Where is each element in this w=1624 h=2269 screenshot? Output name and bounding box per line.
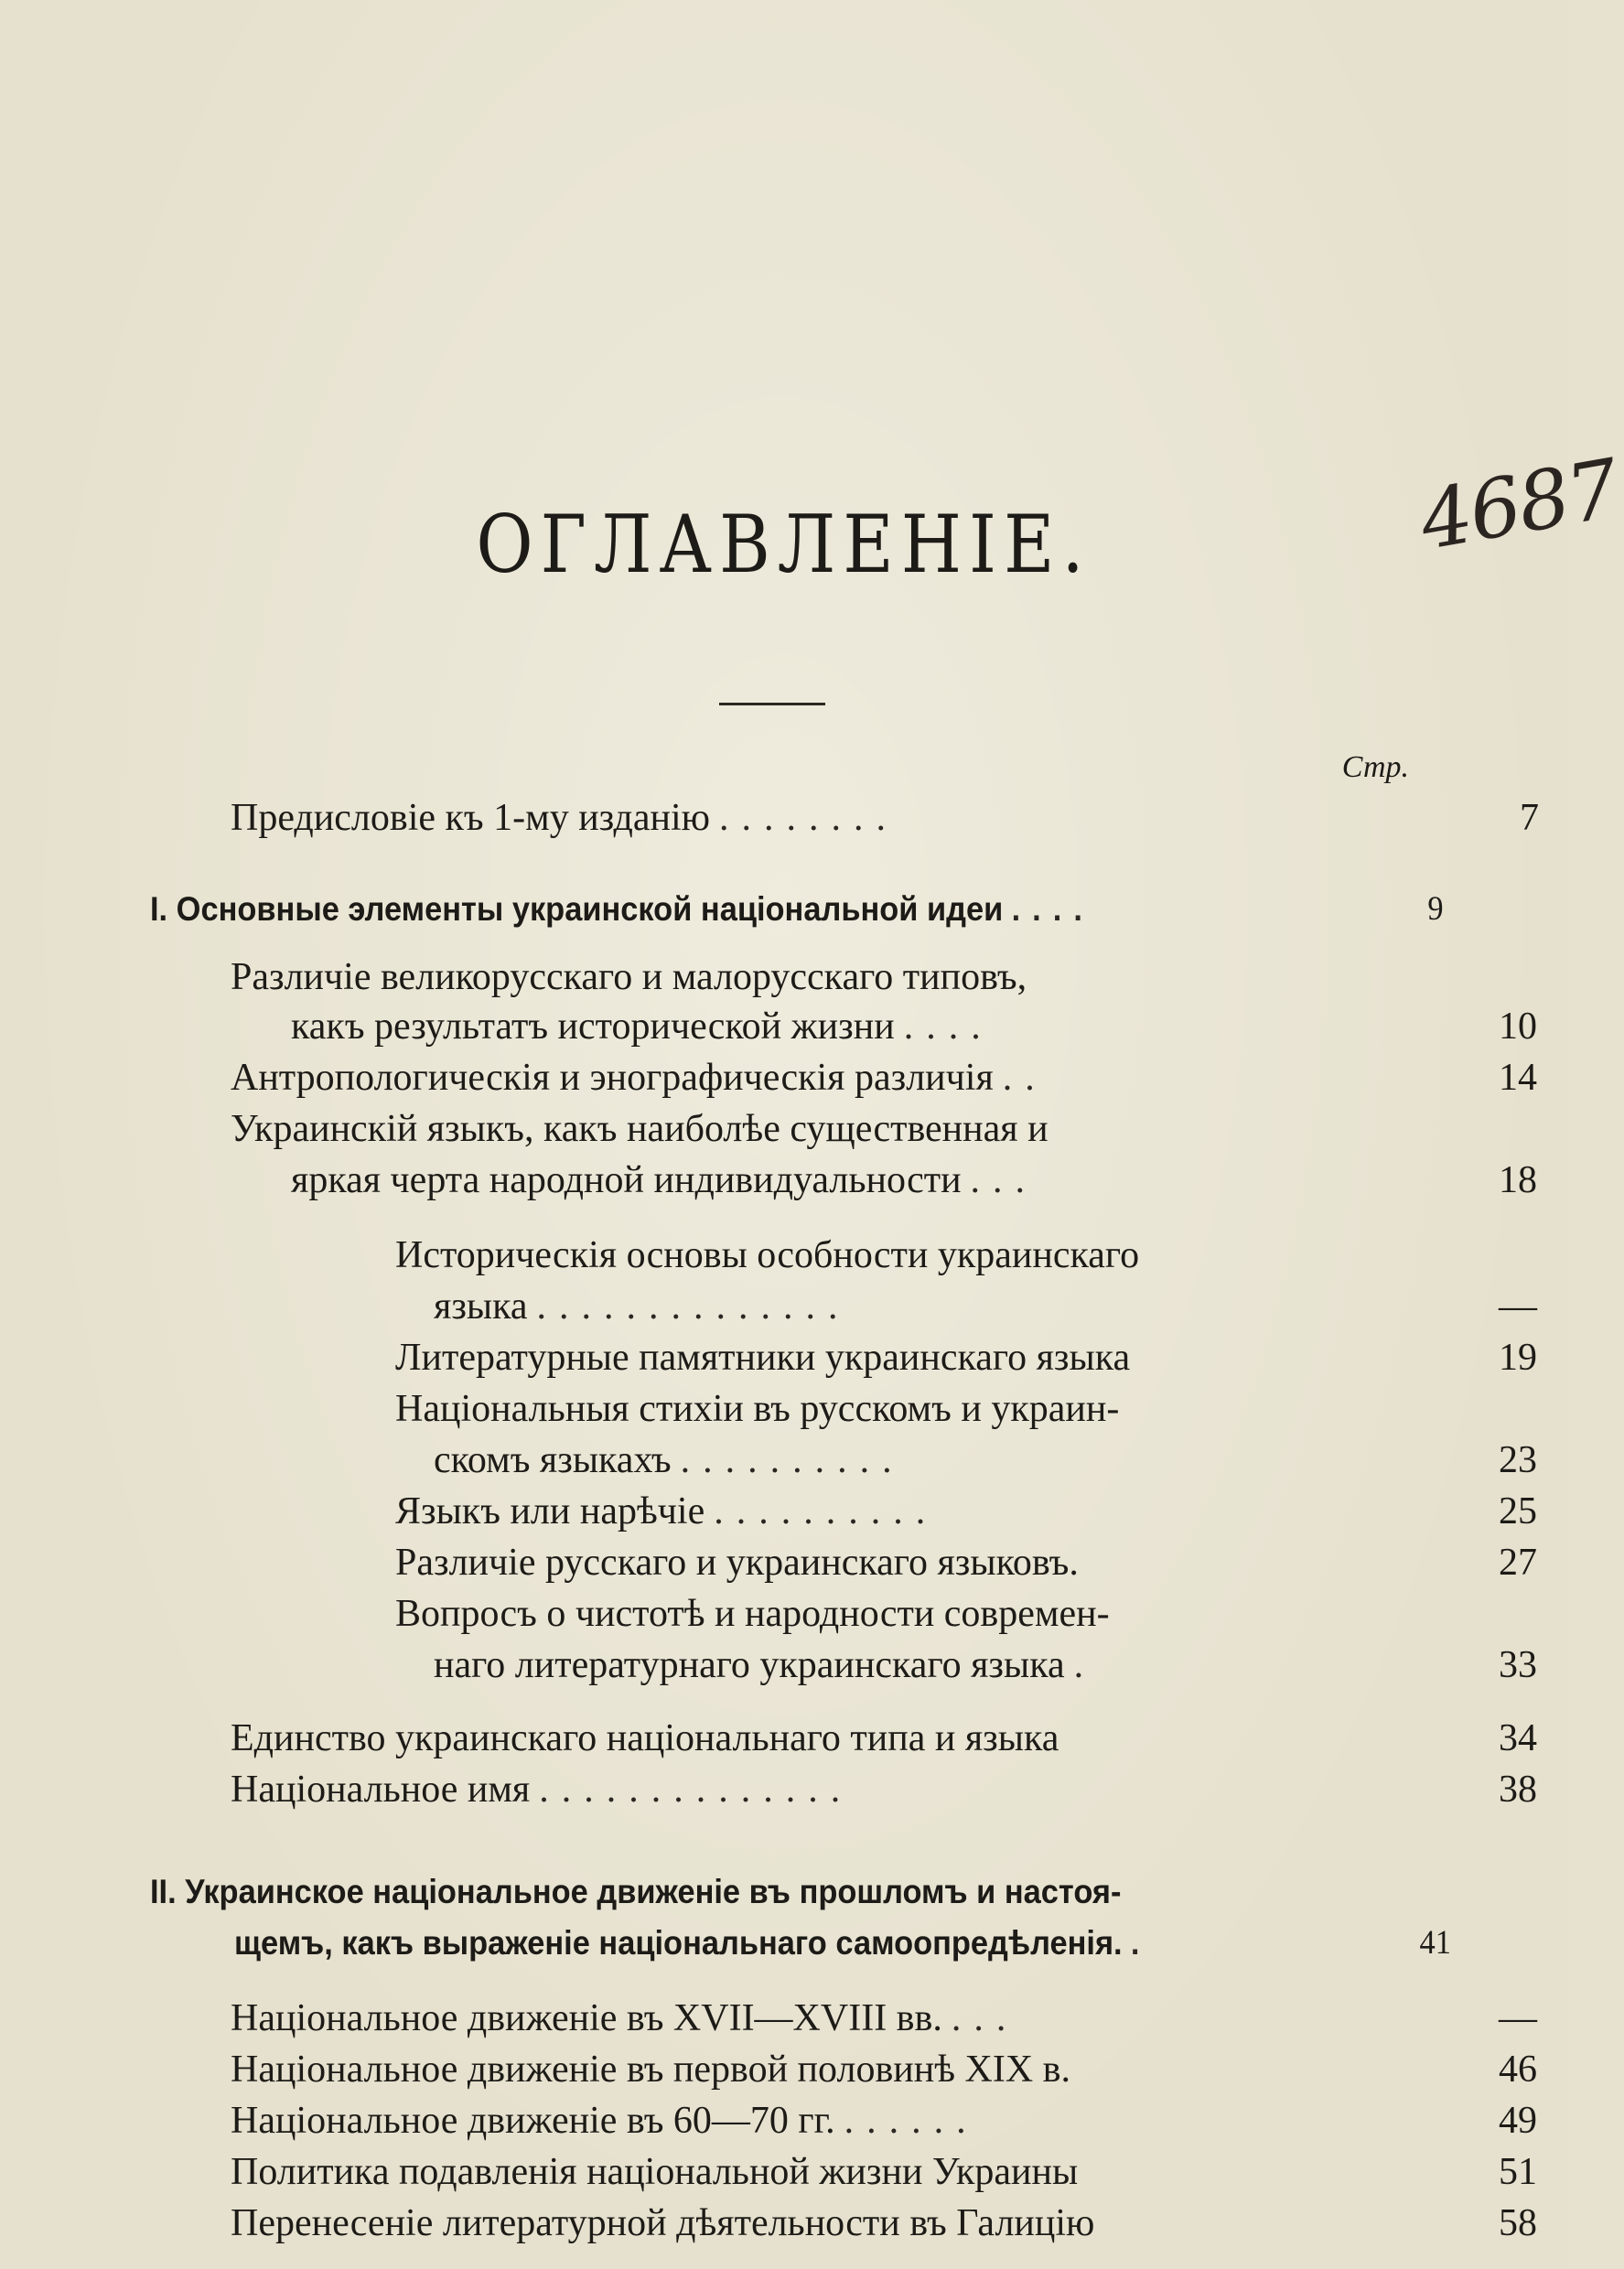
toc-entry: Національное движеніе въ 60—70 гг. ...... 49 — [231, 2100, 1537, 2142]
toc-chapter-heading: I. Основные элементы украинской національной идеи .... 9 — [150, 890, 1444, 928]
toc-subentry-continued: наго литературнаго украинскаго языка . 33 — [434, 1644, 1537, 1686]
toc-entry-continued: яркая черта народной индивидуальности ... 18 — [291, 1159, 1537, 1201]
toc-entry: Украинскій языкъ, какъ наиболѣе существенная и — [231, 1108, 1049, 1150]
toc-subentry: Литературные памятники украинскаго языка 19 — [395, 1337, 1537, 1379]
toc-entry: Политика подавленія національной жизни Украины 51 — [231, 2151, 1537, 2193]
toc-subentry: Различіе русскаго и украинскаго языковъ. 27 — [395, 1542, 1537, 1584]
toc-entry: Національное имя .............. 38 — [231, 1769, 1537, 1811]
pages-column-header: Стр. — [1341, 750, 1409, 784]
toc-entry: Предисловіе къ 1-му изданію ........ 7 — [231, 797, 1539, 839]
toc-subentry: Историческія основы особности украинскаго — [395, 1234, 1140, 1276]
toc-subentry: Національныя стихіи въ русскомъ и украин- — [395, 1388, 1120, 1430]
toc-subentry-continued: языка .............. — — [434, 1285, 1537, 1328]
toc-entry: Различіе великорусскаго и малорусскаго типовъ, — [231, 956, 1027, 998]
toc-entry: Единство украинскаго національнаго типа и языка 34 — [231, 1717, 1537, 1759]
toc-entry: Антропологическія и энографическія различія .. 14 — [231, 1057, 1537, 1099]
toc-chapter-heading-continued: щемъ, какъ выраженіе національнаго самоопредѣленія. . 41 — [234, 1924, 1451, 1962]
toc-subentry-continued: скомъ языкахъ .......... 23 — [434, 1439, 1537, 1481]
toc-chapter-heading: II. Украинское національное движеніе въ прошломъ и настоя- — [150, 1873, 1122, 1910]
title-divider — [719, 703, 825, 705]
toc-entry: Перенесеніе литературной дѣятельности въ Галицію 58 — [231, 2202, 1537, 2244]
toc-entry-continued: какъ результатъ исторической жизни .... 10 — [291, 1005, 1537, 1048]
toc-subentry: Языкъ или нарѣчіе .......... 25 — [395, 1490, 1537, 1532]
toc-entry: Національное движеніе въ первой половинѣ XIX в. 46 — [231, 2049, 1537, 2091]
toc-entry: Національное движеніе въ XVII—XVIII вв. ... — — [231, 1997, 1537, 2039]
toc-subentry: Вопросъ о чистотѣ и народности современ- — [395, 1593, 1110, 1635]
page-title: ОГЛАВЛЕНІЕ. — [476, 497, 1092, 591]
handwritten-inventory-number: 4687 — [1413, 441, 1624, 568]
